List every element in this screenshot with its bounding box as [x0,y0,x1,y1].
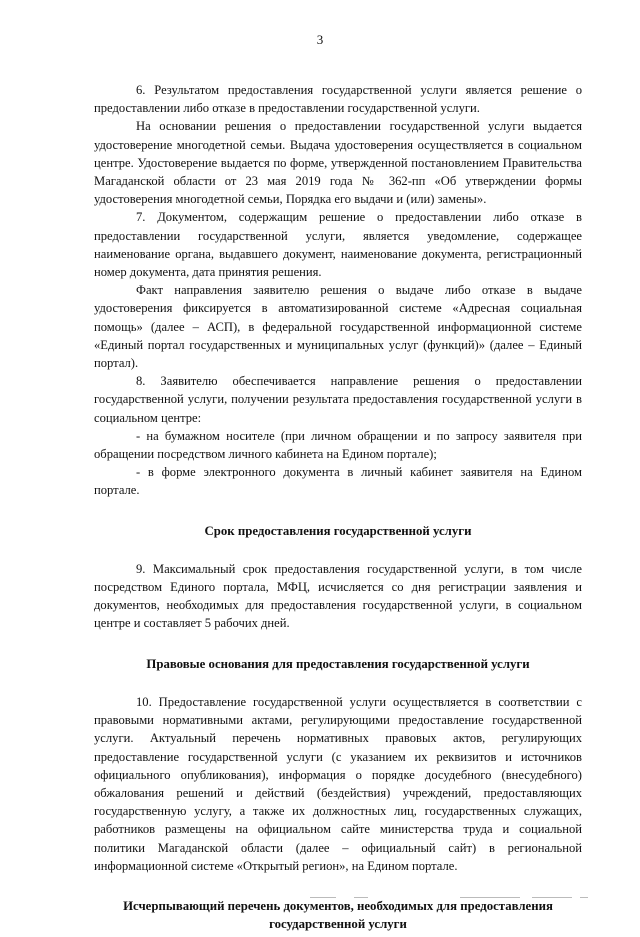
paragraph-7: 7. Документом, содержащим решение о предоставлении либо отказе в предоставлении государственной услуги, является уведомление, содержащее наименование органа, выдавшего документ, наименование документа, регистрационный номер документа, дата принятия решения. [94,210,582,280]
page-number: 3 [316,32,324,47]
paragraph-certificate: На основании решения о предоставлении государственной услуги выдается удостоверение многодетной семьи. Выдача удостоверения осуществляется в социальном центре. Удостоверение выдается по форме, утвержденной постановлением Правительства Магаданской области от 23 мая 2019 года № 362-пп «Об утверждении формы удостоверения многодетной семьи, Порядка его выдачи и (или) замены». [94,119,582,207]
list-item-paper: - на бумажном носителе (при личном обращении и по запросу заявителя при обращении посредством личного кабинета на Едином портале); [94,428,582,462]
document-body [94,81,582,937]
paragraph-10: 10. Предоставление государственной услуги осуществляется в соответствии с правовыми нормативными актами, регулирующими предоставление государственной услуги. Актуальный перечень нормативных правовых актов, регулирующих предоставление государственной услуги (с указанием их реквизитов и источников официального опубликования), информация о порядке досудебного (внесудебного) обжалования решений и действий (бездействия) учреждений, предоставляющих государственную услугу, а также их должностных лиц, государственных служащих, работников размещены на официальном сайте министерства труда и социальной политики Магаданской области (далее – официальный сайт) в региональной информационной системе «Открытый регион», на Едином портале. [94,694,582,873]
paragraph-9: 9. Максимальный срок предоставления государственной услуги, в том числе посредством Единого портала, МФЦ, исчисляется со дня регистрации заявления и документов, необходимых для предоставления государственной услуги, в социальном центре и составляет 5 рабочих дней. [94,561,582,631]
paragraph-6: 6. Результатом предоставления государственной услуги является решение о предоставлении либо отказе в предоставлении государственной услуги. [94,83,582,116]
paragraph-notification-fact: Факт направления заявителю решения о выдаче либо отказе в выдаче удостоверения фиксируется в автоматизированной системе «Адресная социальная помощь» (далее – АСП), в федеральной государственной информационной системе «Единый портал государственных и муниципальных услуг (функций)» (далее – Единый портал). [94,283,582,371]
paragraph-8: 8. Заявителю обеспечивается направление решения о предоставлении государственной услуги, получении результата предоставления государственной услуги в социальном центре: [94,374,582,425]
section-heading-legal-basis: Правовые основания для предоставления государственной услуги [146,656,530,671]
section-heading-documents-list: Исчерпывающий перечень документов, необходимых для предоставления государственной услуги [123,898,553,932]
list-item-electronic: - в форме электронного документа в личный кабинет заявителя на Едином портале. [94,465,582,498]
footer-scan-marks [310,897,610,901]
section-heading-term: Срок предоставления государственной услуги [204,523,472,538]
